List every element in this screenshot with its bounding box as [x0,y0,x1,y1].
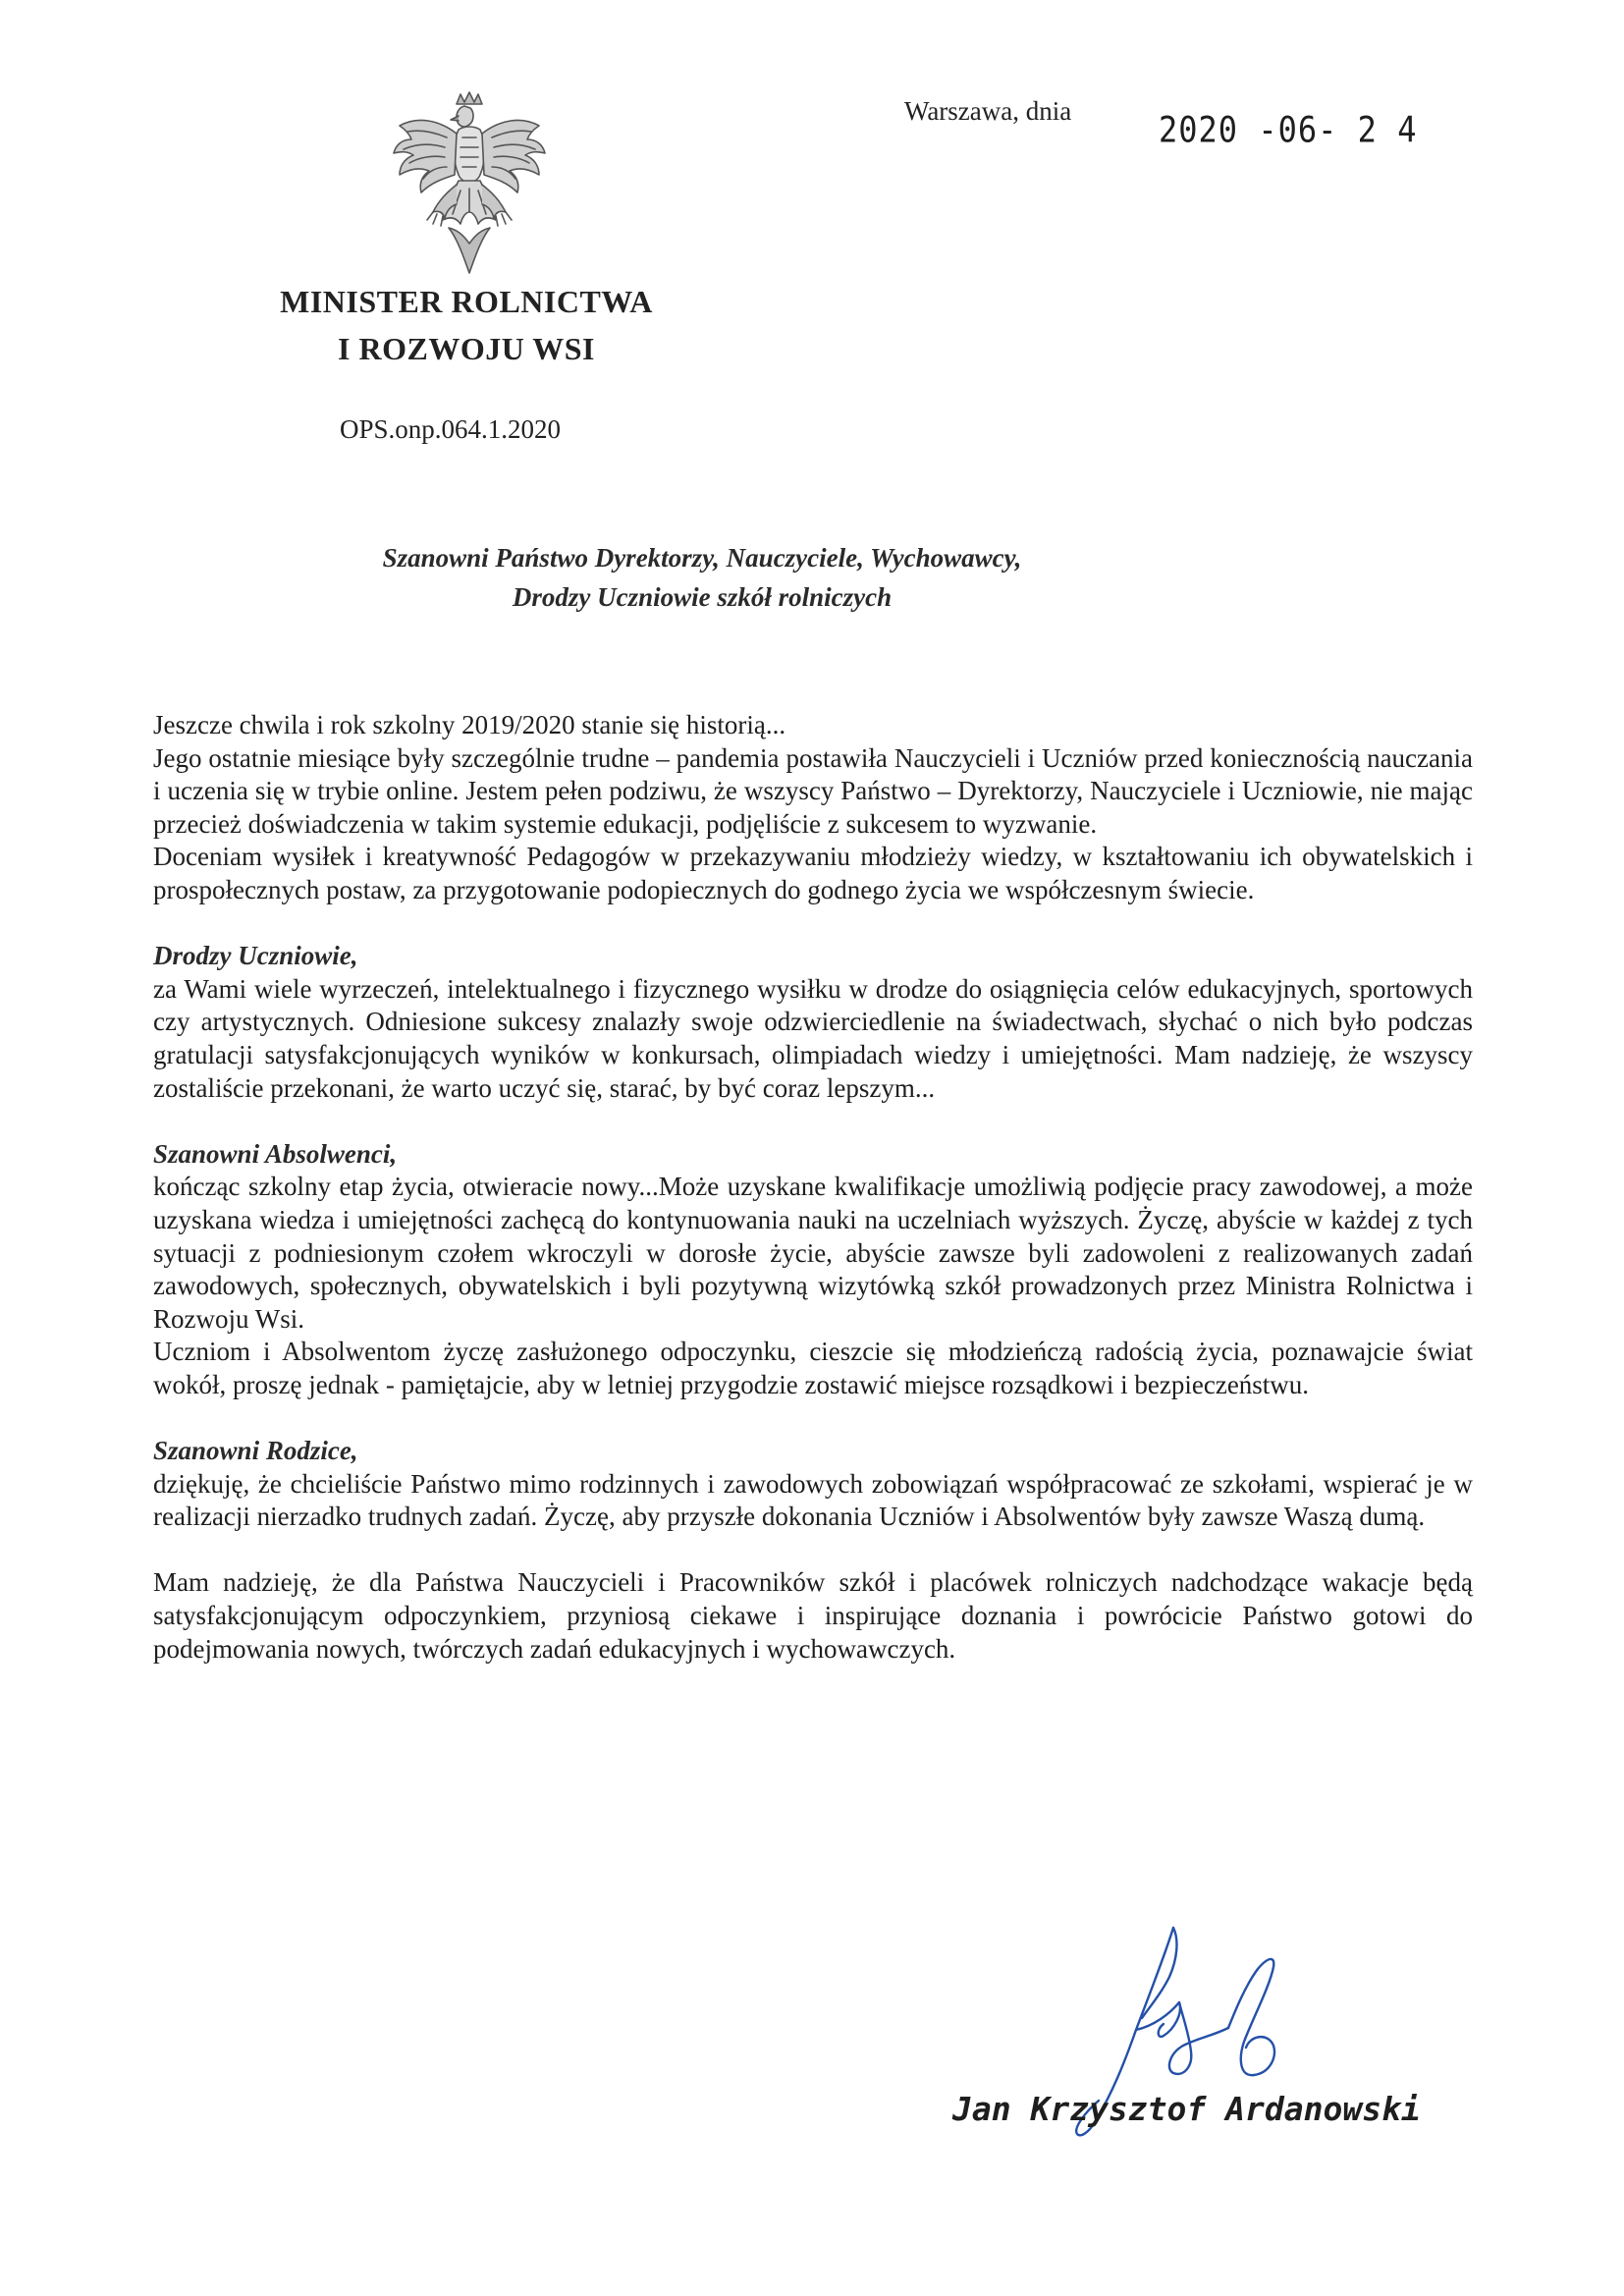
students-heading: Drodzy Uczniowie, [153,941,358,971]
parents-paragraph: dziękuję, że chcieliście Państwo mimo rodzinnych i zawodowych zobowiązań współpracować ze szkołami, wspierać je w realizacji nierzadko trudnych zadań. Życzę, aby przyszłe dokonania Uczniów i Absolwentów były zawsze Waszą dumą. [153,1468,1473,1532]
intro-paragraph-3: Doceniam wysiłek i kreatywność Pedagogów w przekazywaniu młodzieży wiedzy, w kształtowaniu ich obywatelskich i prospołecznych postaw, za przygotowanie podopiecznych do godnego życia we współczesnym świecie. [153,842,1473,904]
intro-paragraph-2: Jego ostatnie miesiące były szczególnie trudne – pandemia postawiła Nauczycieli i Uczniów przed koniecznością nauczania i uczenia się w trybie online. Jestem pełen podziwu, że wszyscy Państwo – Dyrektorzy, Nauczyciele i Uczniowie, nie mając przecież doświadczenia w takim systemie edukacji, podjęliście z sukcesem to wyzwanie. [153,742,1473,839]
graduates-heading: Szanowni Absolwenci, [153,1138,398,1169]
date-stamp: 2020 -06- 2 4 [1159,108,1418,151]
minister-title [226,278,707,372]
paragraph-spacer [153,907,1473,941]
intro-paragraph-1: Jeszcze chwila i rok szkolny 2019/2020 stanie się historią... [153,710,786,739]
paragraph-spacer [153,1534,1473,1567]
place-date-label: Warszawa, dnia [904,96,1072,126]
paragraph-spacer [153,1401,1473,1435]
minister-title-line2: I ROZWOJU WSI [338,331,595,366]
graduates-paragraph-2: Uczniom i Absolwentom życzę zasłużonego odpoczynku, cieszcie się młodzieńczą radością życia, poznawajcie świat wokół, proszę jednak - pamiętajcie, aby w letniej przygodzie zostawić miejsce rozsądkowi i bezpieczeństwu. [153,1337,1473,1399]
graduates-paragraph-1: kończąc szkolny etap życia, otwieracie nowy...Może uzyskane kwalifikacje umożliwią podjęcie pracy zawodowej, a może uzyskana wiedza i umiejętności zachęcą do kontynuowania nauki na uczelniach wyższych. Życzę, abyście w każdej z tych sytuacji z podniesionym czołem wkroczyli w dorosłe życie, abyście zawsze byli zadowoleni z realizowanych zadań zawodowych, społecznych, obywatelskich i byli pozytywną wizytówką szkół prowadzonych przez Ministra Rolnictwa i Rozwoju Wsi. [153,1172,1473,1334]
minister-title-line1: MINISTER ROLNICTWA [280,284,653,319]
salutation-line2: Drodzy Uczniowie szkół rolniczych [512,582,893,612]
closing-paragraph: Mam nadzieję, że dla Państwa Nauczycieli i Pracowników szkół i placówek rolniczych nadchodzące wakacje będą satysfakcjonującym odpoczynkiem, przyniosą ciekawe i inspirujące doznania i powrócicie Państwo gotowi do podejmowania nowych, twórczych zadań edukacyjnych i wychowawczych. [153,1567,1473,1664]
paragraph-spacer [153,1105,1473,1138]
parents-heading: Szanowni Rodzice, [153,1436,358,1466]
salutation-line1: Szanowni Państwo Dyrektorzy, Nauczyciele, Wychowawcy, [382,543,1022,573]
signer-name: Jan Krzysztof Ardanowski [952,2090,1421,2128]
salutation [295,538,1110,617]
letter-body [153,709,1473,1666]
students-paragraph: za Wami wiele wyrzeczeń, intelektualnego i fizycznego wysiłku w drodze do osiągnięcia celów edukacyjnych, sportowych czy artystycznych. Odniesione sukcesy znalazły swoje odzwierciedlenie na świadectwach, słychać o nich było podczas gratulacji satysfakcjonujących wyników w konkursach, olimpiadach wiedzy i umiejętności. Mam nadzieję, że wszyscy zostaliście przekonani, że warto uczyć się, starać, by być coraz lepszym... [153,973,1473,1103]
reference-number: OPS.onp.064.1.2020 [340,414,562,444]
polish-eagle-emblem-icon [388,90,551,277]
